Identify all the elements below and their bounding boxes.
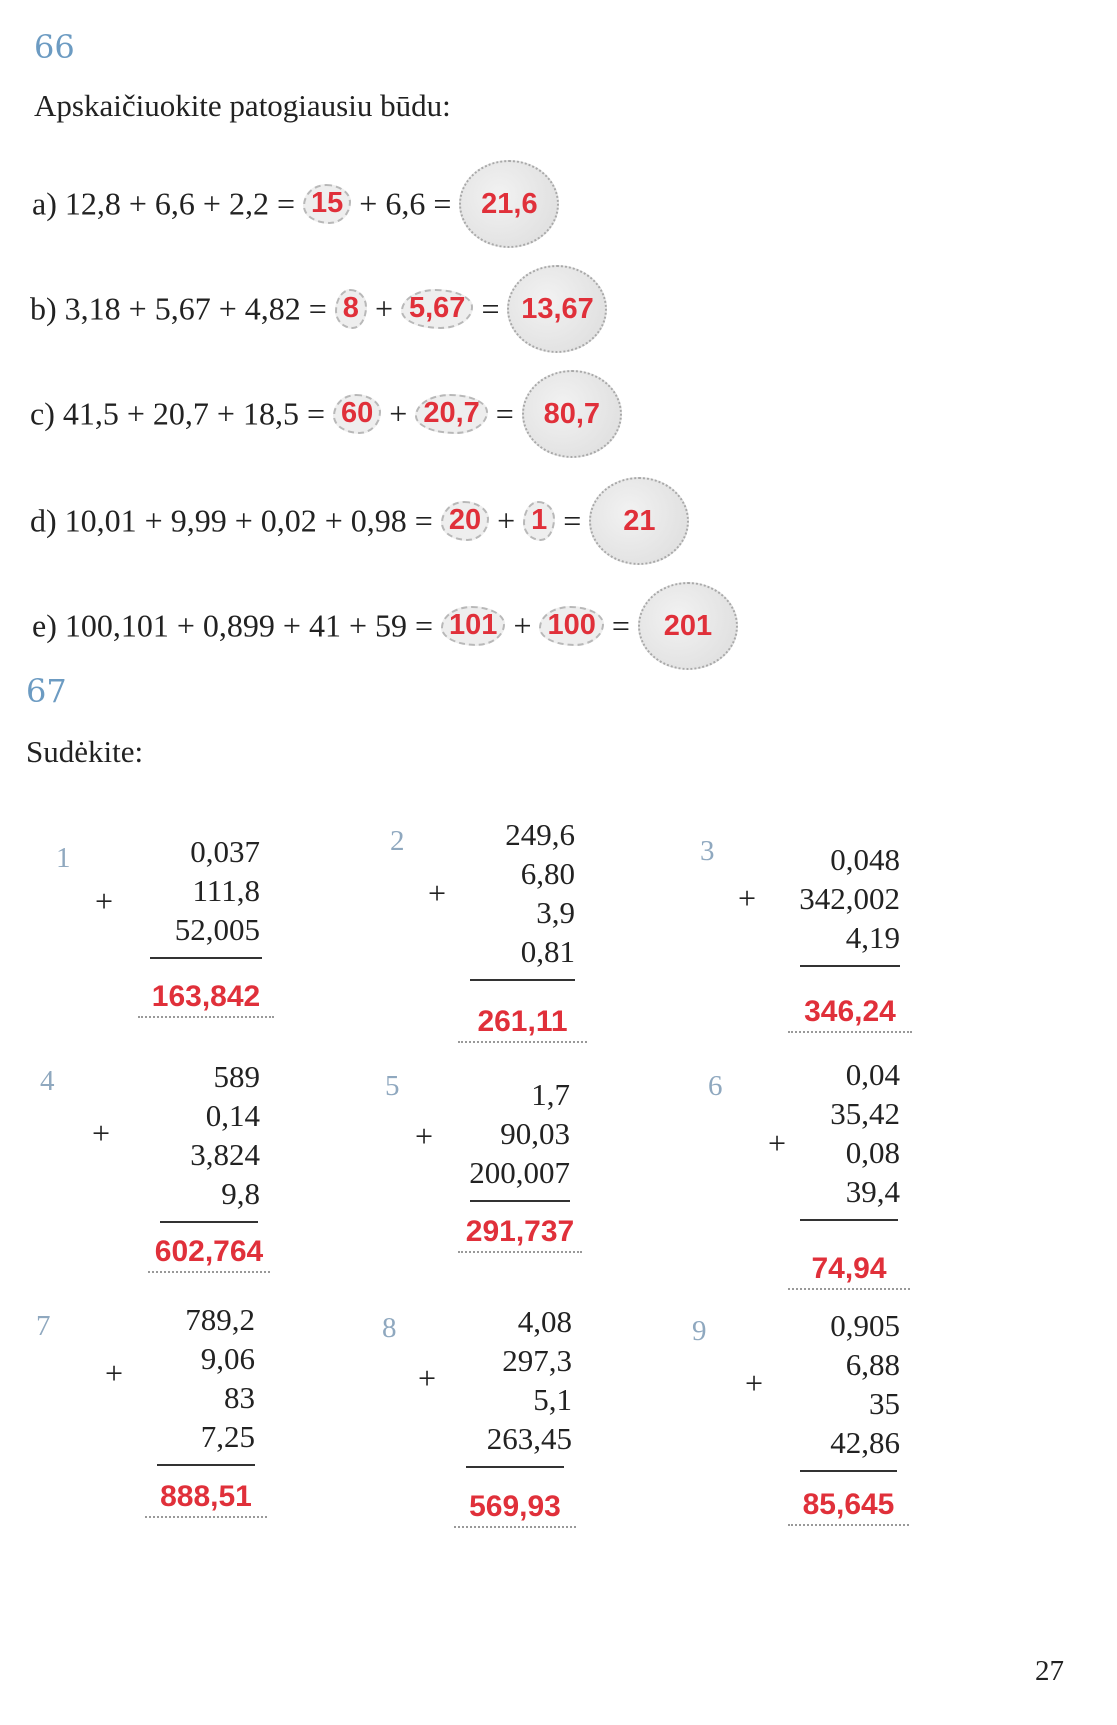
result-cloud[interactable]: 201	[638, 582, 738, 670]
addend: 42,86	[830, 1425, 900, 1460]
answer-blob[interactable]: 20	[441, 501, 489, 541]
problem-number: 3	[700, 835, 715, 867]
problem-number: 6	[708, 1070, 723, 1102]
addend: 342,002	[799, 881, 900, 916]
plus-sign: +	[92, 1115, 111, 1151]
addend: 1,7	[531, 1077, 570, 1112]
addend: 83	[224, 1380, 255, 1415]
row-label: d)	[30, 502, 57, 539]
equation-row-b	[30, 265, 607, 353]
sum-rule	[800, 1470, 897, 1472]
row-expression: 41,5 + 20,7 + 18,5 =	[62, 395, 325, 432]
sum-answer[interactable]: 163,842	[138, 980, 274, 1018]
sum-rule	[800, 1219, 898, 1221]
problem-number: 7	[36, 1310, 51, 1342]
addend-column	[470, 815, 575, 971]
row-expression: 12,8 + 6,6 + 2,2 =	[64, 185, 295, 222]
answer-blob[interactable]: 60	[333, 394, 381, 434]
addend: 3,824	[190, 1137, 260, 1172]
plus-sign: +	[418, 1360, 437, 1396]
addend: 0,81	[520, 934, 575, 969]
sum-answer[interactable]: 888,51	[145, 1480, 267, 1518]
addend: 0,14	[205, 1098, 260, 1133]
addend: 297,3	[502, 1343, 572, 1378]
sum-rule	[466, 1466, 564, 1468]
plus-sign: +	[745, 1365, 764, 1401]
row-middle: +	[389, 395, 408, 432]
sum-rule	[470, 979, 575, 981]
plus-sign: +	[95, 883, 114, 919]
addend-column	[455, 1075, 570, 1192]
equation-row-e	[32, 582, 738, 670]
addend: 0,08	[845, 1135, 900, 1170]
plus-sign: +	[105, 1355, 124, 1391]
row-expression: 3,18 + 5,67 + 4,82 =	[64, 290, 327, 327]
row-expression: 10,01 + 9,99 + 0,02 + 0,98 =	[64, 502, 433, 539]
equation-row-c	[30, 370, 622, 458]
sum-rule	[800, 965, 900, 967]
answer-blob[interactable]: 101	[441, 606, 505, 646]
row-label: a)	[32, 185, 57, 222]
sum-rule	[157, 1464, 255, 1466]
sum-rule	[150, 957, 262, 959]
sum-answer[interactable]: 569,93	[454, 1490, 576, 1528]
addend: 4,08	[517, 1304, 572, 1339]
task-67-number: 67	[26, 672, 67, 710]
result-cloud[interactable]: 13,67	[507, 265, 607, 353]
plus-sign: +	[428, 875, 447, 911]
answer-blob[interactable]: 100	[539, 606, 603, 646]
addend: 0,905	[830, 1308, 900, 1343]
addend: 0,037	[190, 834, 260, 869]
answer-blob[interactable]: 8	[335, 289, 367, 329]
result-cloud[interactable]: 21	[589, 477, 689, 565]
row-label: e)	[32, 607, 57, 644]
addend: 39,4	[845, 1174, 900, 1209]
task-66-instruction: Apskaičiuokite patogiausiu būdu:	[34, 88, 451, 123]
addend: 111,8	[192, 873, 260, 908]
addend-column	[800, 1055, 900, 1211]
sum-answer[interactable]: 261,11	[458, 1005, 587, 1043]
result-cloud[interactable]: 21,6	[459, 160, 559, 248]
plus-sign: +	[738, 880, 757, 916]
addend: 4,19	[845, 920, 900, 955]
row-middle: +	[374, 290, 393, 327]
addend-column	[460, 1302, 572, 1458]
addend: 35	[869, 1386, 900, 1421]
equation-row-d	[30, 477, 689, 565]
addend: 35,42	[830, 1096, 900, 1131]
problem-number: 8	[382, 1312, 397, 1344]
sum-answer[interactable]: 74,94	[788, 1252, 910, 1290]
sum-answer[interactable]: 85,645	[788, 1488, 909, 1526]
addend: 0,04	[845, 1057, 900, 1092]
result-cloud[interactable]: 80,7	[522, 370, 622, 458]
addend: 589	[213, 1059, 260, 1094]
page-number: 27	[1035, 1655, 1064, 1687]
sum-answer[interactable]: 291,737	[458, 1215, 582, 1253]
addend: 6,80	[520, 856, 575, 891]
addend: 3,9	[536, 895, 575, 930]
sum-rule	[470, 1200, 570, 1202]
problem-number: 4	[40, 1065, 55, 1097]
addend: 249,6	[505, 817, 575, 852]
answer-blob[interactable]: 20,7	[415, 394, 487, 434]
addend-column	[785, 1306, 900, 1462]
row-label: b)	[30, 290, 57, 327]
addend: 200,007	[469, 1155, 570, 1190]
task-66-number: 66	[34, 28, 75, 66]
problem-number: 5	[385, 1070, 400, 1102]
row-equals: =	[563, 502, 582, 539]
answer-blob[interactable]: 15	[303, 184, 351, 224]
addend: 789,2	[185, 1302, 255, 1337]
problem-number: 2	[390, 825, 405, 857]
addend-column	[780, 840, 900, 957]
sum-answer[interactable]: 602,764	[148, 1235, 270, 1273]
problem-number: 9	[692, 1315, 707, 1347]
addend: 52,005	[174, 912, 260, 947]
equation-row-a	[32, 160, 559, 248]
sum-answer[interactable]: 346,24	[788, 995, 912, 1033]
plus-sign: +	[415, 1118, 434, 1154]
row-equals: =	[611, 607, 630, 644]
row-equals: =	[481, 290, 500, 327]
addend: 9,06	[200, 1341, 255, 1376]
plus-sign: +	[768, 1125, 787, 1161]
addend: 0,048	[830, 842, 900, 877]
addend: 9,8	[221, 1176, 260, 1211]
addend-column	[150, 832, 260, 949]
addend: 6,88	[845, 1347, 900, 1382]
addend: 90,03	[500, 1116, 570, 1151]
row-middle: +	[497, 502, 516, 539]
addend-column	[142, 1057, 260, 1213]
row-expression: 100,101 + 0,899 + 41 + 59 =	[64, 607, 434, 644]
answer-blob[interactable]: 1	[523, 501, 555, 541]
answer-blob[interactable]: 5,67	[401, 289, 473, 329]
task-67-instruction: Sudėkite:	[26, 734, 144, 769]
row-label: c)	[30, 395, 55, 432]
addend: 7,25	[200, 1419, 255, 1454]
addend: 263,45	[486, 1421, 572, 1456]
row-equals: =	[495, 395, 514, 432]
addend: 5,1	[533, 1382, 572, 1417]
sum-rule	[160, 1221, 258, 1223]
row-middle: +	[513, 607, 532, 644]
problem-number: 1	[56, 842, 71, 874]
addend-column	[150, 1300, 255, 1456]
row-middle: + 6,6 =	[359, 185, 452, 222]
